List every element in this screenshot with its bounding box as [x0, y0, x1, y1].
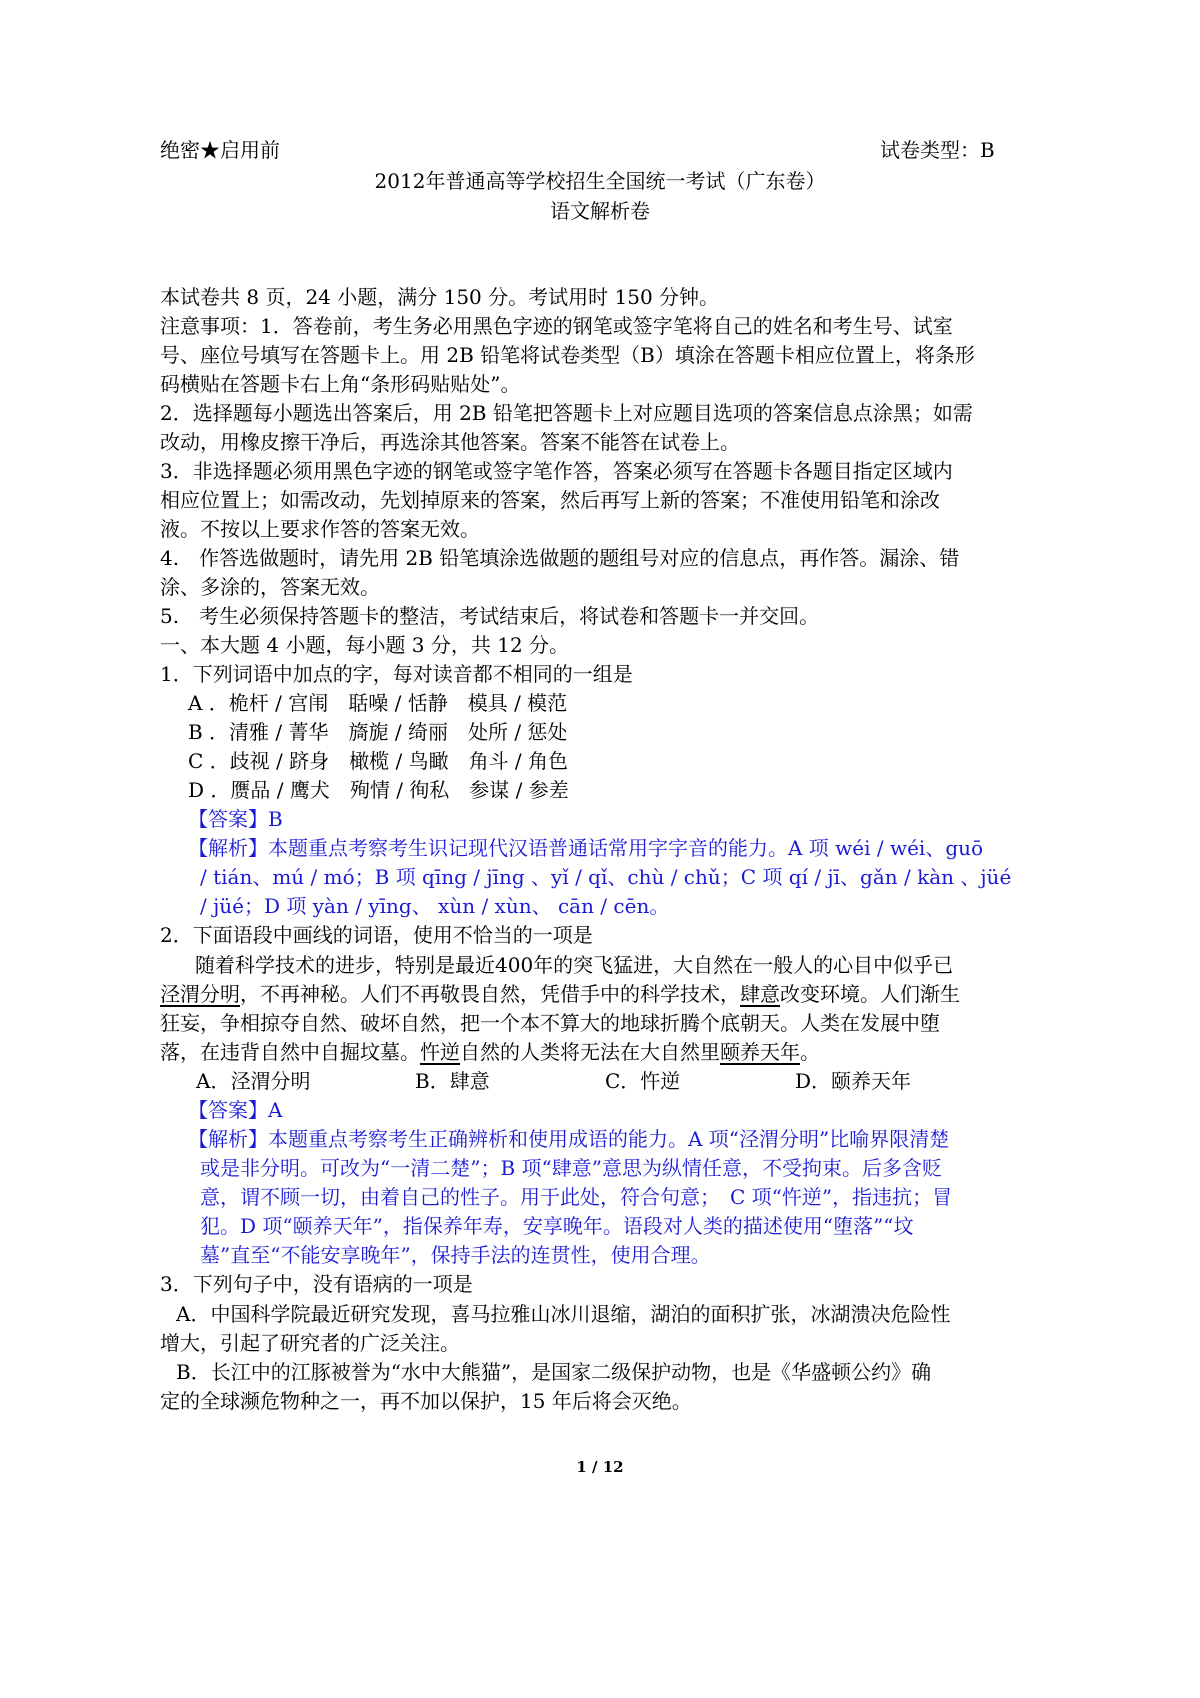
question-1-stem: 1．下列词语中加点的字，每对读音都不相同的一组是: [160, 662, 633, 686]
exam-title: 2012年普通高等学校招生全国统一考试（广东卷）: [374, 169, 826, 193]
question-1-option-b: B ．清雅 / 菁华 旖旎 / 绮丽 处所 / 惩处: [188, 720, 568, 744]
question-3-option-b: B．长江中的江豚被誉为“水中大熊猫”，是国家二级保护动物，也是《华盛顿公约》确: [176, 1360, 932, 1384]
passage-text: 自然的人类将无法在大自然里: [460, 1040, 720, 1064]
note-line: 5. 考生必须保持答题卡的整洁，考试结束后，将试卷和答题卡一并交回。: [160, 604, 820, 628]
passage-text: 。: [800, 1040, 820, 1064]
question-2-answer: 【答案】A: [188, 1098, 283, 1122]
question-3-option-b: 定的全球濒危物种之一，再不加以保护，15 年后将会灭绝。: [160, 1389, 692, 1413]
confidential-label: 绝密★启用前: [160, 138, 280, 162]
exam-summary: 本试卷共 8 页，24 小题，满分 150 分。考试用时 150 分钟。: [160, 285, 720, 309]
passage-text: 落，在违背自然中自掘坟墓。: [160, 1040, 420, 1064]
question-1-option-c: C ．歧视 / 跻身 橄榄 / 鸟瞰 角斗 / 角色: [188, 749, 569, 773]
underlined-term: 颐养天年: [720, 1040, 800, 1064]
question-3-option-a: A．中国科学院最近研究发现，喜马拉雅山冰川退缩，湖泊的面积扩张，冰湖溃决危险性: [176, 1302, 951, 1326]
underlined-term: 肆意: [740, 982, 780, 1006]
note-line: 涂、多涂的，答案无效。: [160, 575, 380, 599]
note-line: 3．非选择题必须用黑色字迹的钢笔或签字笔作答，答案必须写在答题卡各题目指定区域内: [160, 459, 953, 483]
note-line: 4. 作答选做题时，请先用 2B 铅笔填涂选做题的题组号对应的信息点，再作答。漏涂、错: [160, 546, 960, 570]
note-line: 液。不按以上要求作答的答案无效。: [160, 517, 480, 541]
paper-type-label: 试卷类型：B: [880, 138, 995, 162]
passage-line: [160, 979, 960, 1009]
question-1-option-a: A ．桅杆 / 宫闱 聒噪 / 恬静 模具 / 模范: [188, 691, 568, 715]
question-1-analysis: / tián、mú / mó；B 项 qīng / jīng 、yǐ / qǐ、chù / chǔ；C 项 qí / jī、gǎn / kàn 、jüé: [200, 865, 1012, 889]
question-3-option-a: 增大，引起了研究者的广泛关注。: [160, 1331, 460, 1355]
note-line: 号、座位号填写在答题卡上。用 2B 铅笔将试卷类型（B）填涂在答题卡相应位置上，将条形: [160, 343, 975, 367]
question-2-analysis: 【解析】本题重点考察考生正确辨析和使用成语的能力。A 项“泾渭分明”比喻界限清楚: [188, 1127, 950, 1151]
passage-line: [160, 1037, 820, 1067]
question-2-option-c: C．忤逆: [605, 1069, 681, 1093]
note-line: 码横贴在答题卡右上角“条形码贴贴处”。: [160, 372, 521, 396]
question-2-option-d: D．颐养天年: [795, 1069, 912, 1093]
underlined-term: 泾渭分明: [160, 982, 240, 1006]
question-2-analysis: 犯。D 项“颐养天年”，指保养年寿，安享晚年。语段对人类的描述使用“堕落”“坟: [200, 1214, 914, 1238]
question-2-analysis: 意，谓不顾一切，由着自己的性子。用于此处，符合句意； C 项“忤逆”，指违抗；冒: [200, 1185, 953, 1209]
question-3-stem: 3．下列句子中，没有语病的一项是: [160, 1272, 473, 1296]
page-number: 1 / 12: [576, 1458, 624, 1476]
question-2-analysis: 或是非分明。可改为“一清二楚”；B 项“肆意”意思为纵情任意，不受拘束。后多含贬: [200, 1156, 942, 1180]
note-line: 注意事项：1．答卷前，考生务必用黑色字迹的钢笔或签字笔将自己的姓名和考生号、试室: [160, 314, 953, 338]
question-2-analysis: 墓”直至“不能安享晚年”，保持手法的连贯性，使用合理。: [200, 1243, 711, 1267]
question-1-answer: 【答案】B: [188, 807, 283, 831]
passage-text: ，不再神秘。人们不再敬畏自然，凭借手中的科学技术，: [240, 982, 740, 1006]
section-heading: 一、本大题 4 小题，每小题 3 分，共 12 分。: [160, 633, 570, 657]
question-1-analysis: 【解析】本题重点考察考生识记现代汉语普通话常用字字音的能力。A 项 wéi / wéi、guō: [188, 836, 984, 860]
question-2-option-a: A．泾渭分明: [196, 1069, 311, 1093]
passage-text: 改变环境。人们渐生: [780, 982, 960, 1006]
passage-line: 随着科学技术的进步，特别是最近400年的突飞猛进，大自然在一般人的心目中似乎已: [195, 953, 954, 977]
underlined-term: 忤逆: [420, 1040, 460, 1064]
note-line: 改动，用橡皮擦干净后，再选涂其他答案。答案不能答在试卷上。: [160, 430, 740, 454]
passage-line: 狂妄，争相掠夺自然、破坏自然，把一个本不算大的地球折腾个底朝天。人类在发展中堕: [160, 1011, 940, 1035]
note-line: 相应位置上；如需改动，先划掉原来的答案，然后再写上新的答案；不准使用铅笔和涂改: [160, 488, 940, 512]
question-1-option-d: D ．赝品 / 鹰犬 殉情 / 徇私 参谋 / 参差: [188, 778, 569, 802]
question-1-analysis: / jüé；D 项 yàn / yīng、 xùn / xùn、 cān / cēn。: [200, 894, 670, 918]
question-2-stem: 2．下面语段中画线的词语，使用不恰当的一项是: [160, 923, 593, 947]
exam-subtitle: 语文解析卷: [550, 199, 650, 223]
note-line: 2．选择题每小题选出答案后，用 2B 铅笔把答题卡上对应题目选项的答案信息点涂黑；如需: [160, 401, 973, 425]
question-2-option-b: B．肆意: [415, 1069, 490, 1093]
